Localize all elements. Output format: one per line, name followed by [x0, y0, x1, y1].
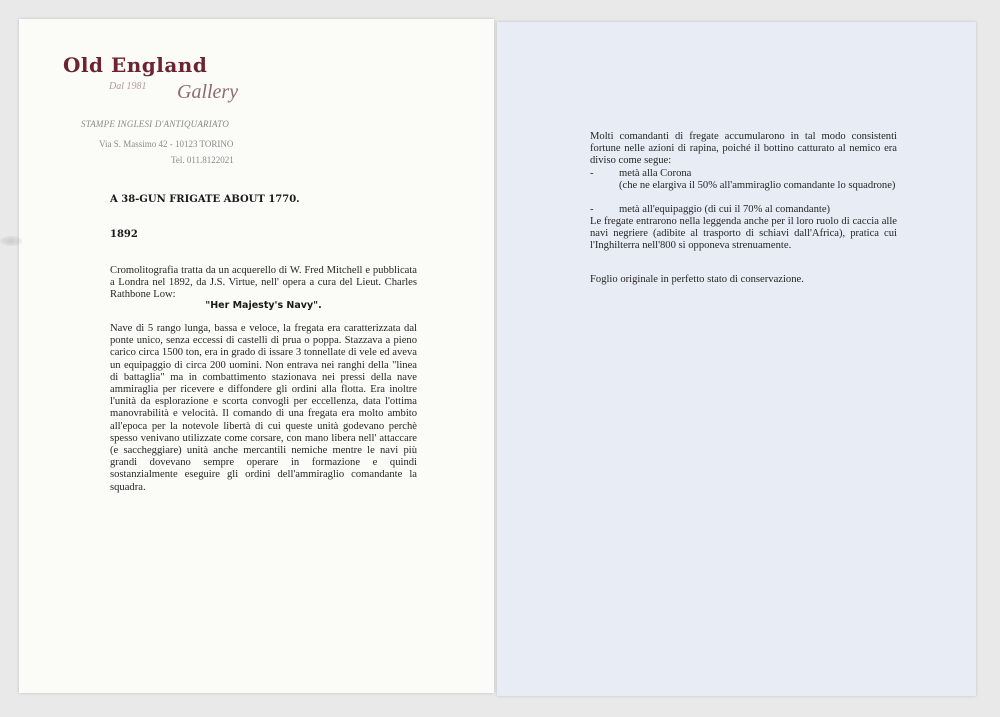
established-note: Dal 1981 — [109, 81, 147, 92]
left-page — [19, 19, 494, 693]
address: Via S. Massimo 42 - 10123 TORINO — [99, 139, 234, 149]
list-bullet: - — [590, 204, 594, 215]
tagline: STAMPE INGLESI D'ANTIQUARIATO — [81, 119, 230, 129]
print-year: 1892 — [110, 229, 138, 240]
condition-note: Foglio originale in perfetto stato di conservazione. — [590, 274, 804, 285]
list-bullet: - — [590, 168, 594, 179]
list-item-note: (che ne elargiva il 50% all'ammiraglio comandante lo squadrone) — [619, 180, 896, 191]
list-item-crown: metà alla Corona — [619, 168, 692, 179]
phone: Tel. 011.8122021 — [171, 155, 234, 165]
right-closing-paragraph: Le fregate entrarono nella leggenda anche per il loro ruolo di caccia alle navi negriere (adibite al trasporto di schiavi dall'Africa), pratica cui l'Inghilterra nell'800 si opponeva strenuamente. — [590, 216, 897, 252]
brand-logo: Old England — [63, 53, 208, 77]
gallery-script: Gallery — [177, 81, 239, 103]
list-item-crew: metà all'equipaggio (di cui il 70% al comandante) — [619, 204, 831, 215]
right-intro-paragraph: Molti comandanti di fregate accumularono in tal modo consistenti fortune nelle azioni di rapina, poiché il bottino catturato al nemico era diviso come segue: — [590, 131, 897, 167]
paper-smudge — [0, 236, 22, 246]
intro-paragraph: Cromolitografia tratta da un acquerello di W. Fred Mitchell e pubblicata a Londra nel 1892, da J.S. Virtue, nell' opera a cura del Lieut. Charles Rathbone Low: — [110, 265, 417, 301]
right-page — [497, 22, 976, 696]
print-title: A 38-GUN FRIGATE ABOUT 1770. — [110, 194, 300, 205]
description-paragraph: Nave di 5 rango lunga, bassa e veloce, la fregata era caratterizzata dal ponte unico, senza eccessi di castelli di prua o poppa. Stazzava a pieno carico circa 1500 ton, era in grado di issare 3 tonnellate di vele ed aveva un equipaggio di circa 200 uomini. Non entrava nei ranghi della "linea di battaglia" ma in combattimento stazionava nei pressi della nave ammiraglia per ricevere e diffondere gli ordini alla flotta. Era inoltre l'unità da esplorazione e scorta convogli per eccellenza, data l'ottima manovrabilità e velocità. Il comando di una fregata era molto ambito all'epoca per la notevole libertà di cui queste unità godevano perchè spesso venivano utilizzate come corsare, con mano libera nell' attaccare (e saccheggiare) unità anche mercantili nemiche mentre le navi più grandi dovevano sempre operare in formazione e quindi sostanzialmente eseguire gli ordini dell'ammiraglio comandante la squadra. — [110, 323, 417, 493]
work-title: "Her Majesty's Navy". — [205, 300, 322, 311]
